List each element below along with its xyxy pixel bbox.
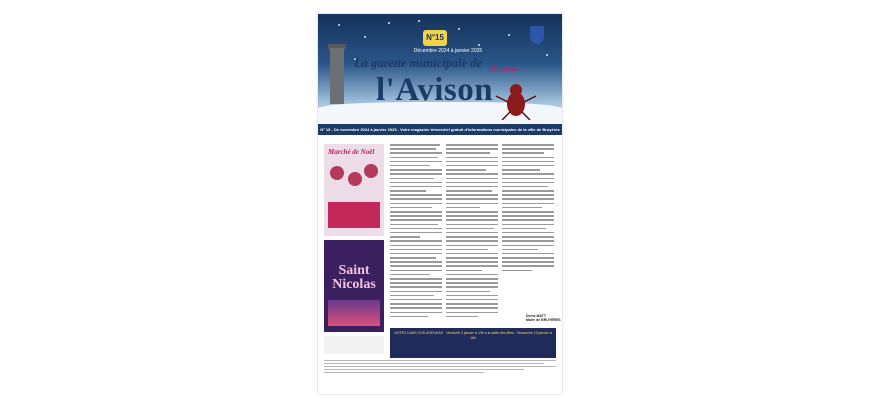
mayor-name: Denis MATT [526,314,546,318]
masthead-title: l'Avison [376,72,494,108]
mayor-role: Maire de BRUYÈRES [526,318,561,322]
article-column-1 [390,144,442,328]
saint-nicolas-poster [324,240,384,332]
christmas-market-poster [324,144,384,236]
poster-heading: Marché de Noël [328,148,375,156]
agenda-banner [390,328,556,358]
issue-badge: N°15 [423,30,447,46]
ornament-icon [364,164,378,178]
article-column-2 [446,144,498,328]
article-column-3 [502,144,554,328]
ornament-icon [348,172,362,186]
legal-footer [324,360,556,375]
gazette-title-line: La gazette municipale de [354,56,483,70]
town-brand: Bruyères [492,67,519,73]
masthead-subtitle: N° 15 - De novembre 2024 à janvier 2025 - Votre magazine trimestriel gratuit d'informations municipales de la ville de Bruyères [318,124,562,135]
newsletter-page [318,14,562,394]
town-crest-icon [530,26,544,44]
issue-dates: Décembre 2024 à janvier 2025 [413,48,483,54]
agenda-banner-text: NOTEZ DANS VOS AGENDAS · Vendredi 3 janvier à 19h à la salle des fêtes · Dimanche 19 janvier à 16h [394,331,552,340]
poster-red-panel [328,202,380,228]
church-tower-illustration [330,48,344,104]
poster-lights [328,300,380,326]
ant-mascot-icon [494,82,538,120]
town-logo [324,336,384,354]
poster-heading: Saint Nicolas [332,263,376,292]
mayor-signature [526,314,561,322]
ornament-icon [330,166,344,180]
masthead [318,14,562,124]
